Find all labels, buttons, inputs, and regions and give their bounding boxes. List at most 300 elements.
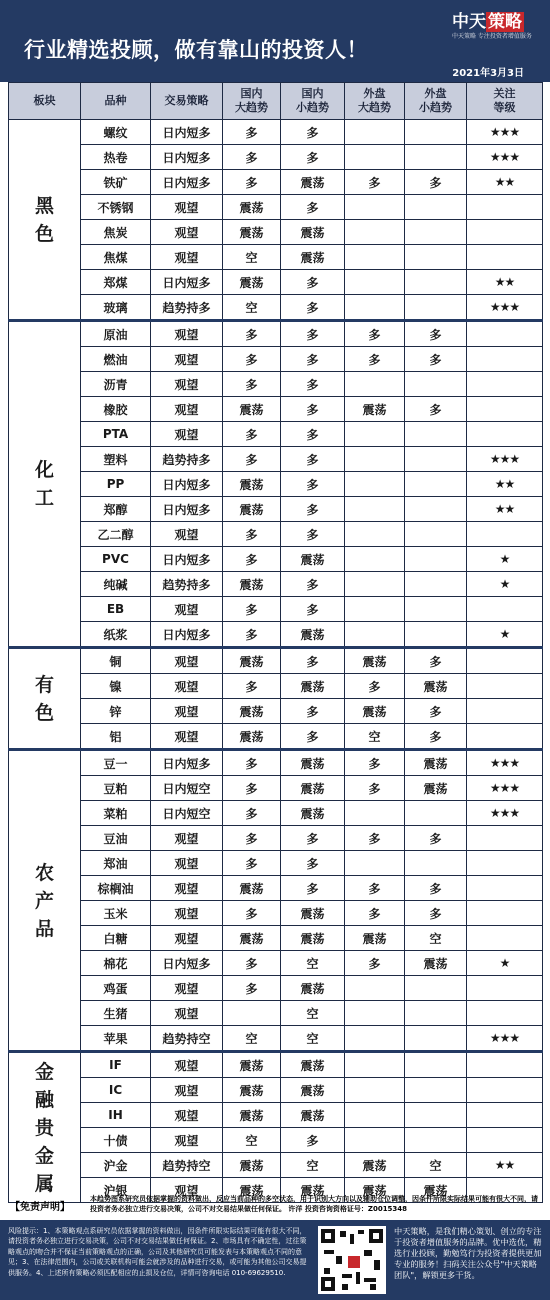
col-header-domestic-small: 国内 小趋势: [281, 83, 345, 120]
strategy-cell: 观望: [151, 724, 223, 750]
strategy-cell: 观望: [151, 901, 223, 926]
external-small-trend-cell: [405, 245, 467, 270]
external-small-trend-cell: [405, 1078, 467, 1103]
strategy-cell: 趋势持空: [151, 1153, 223, 1178]
external-big-trend-cell: 震荡: [345, 699, 405, 724]
variety-cell: 铝: [81, 724, 151, 750]
rating-cell: [467, 1128, 543, 1153]
external-big-trend-cell: [345, 1052, 405, 1078]
strategy-cell: 观望: [151, 347, 223, 372]
qr-module: [364, 1250, 372, 1256]
rating-cell: [467, 220, 543, 245]
external-small-trend-cell: 多: [405, 826, 467, 851]
table-row: [9, 851, 543, 876]
external-big-trend-cell: [345, 472, 405, 497]
external-big-trend-cell: [345, 1128, 405, 1153]
domestic-big-trend-cell: 震荡: [223, 724, 281, 750]
domestic-small-trend-cell: 震荡: [281, 547, 345, 572]
sector-char: 工: [34, 487, 54, 509]
rating-cell: [467, 901, 543, 926]
external-small-trend-cell: 多: [405, 724, 467, 750]
rating-cell: ★: [467, 622, 543, 648]
variety-cell: 纸浆: [81, 622, 151, 648]
strategy-cell: 观望: [151, 397, 223, 422]
variety-cell: 乙二醇: [81, 522, 151, 547]
table-row: [9, 522, 543, 547]
table-row: [9, 321, 543, 347]
sector-char: 农: [34, 861, 54, 884]
qr-module: [342, 1274, 352, 1278]
domestic-big-trend-cell: 空: [223, 1026, 281, 1052]
domestic-small-trend-cell: 多: [281, 195, 345, 220]
domestic-small-trend-cell: 多: [281, 572, 345, 597]
domestic-small-trend-cell: 震荡: [281, 1178, 345, 1203]
sector-char: 属: [34, 1172, 54, 1195]
domestic-small-trend-cell: 多: [281, 522, 345, 547]
external-small-trend-cell: 空: [405, 926, 467, 951]
domestic-small-trend-cell: 多: [281, 851, 345, 876]
strategy-cell: 观望: [151, 926, 223, 951]
variety-cell: IF: [81, 1052, 151, 1078]
domestic-small-trend-cell: 多: [281, 497, 345, 522]
domestic-big-trend-cell: [223, 1001, 281, 1026]
strategy-cell: 观望: [151, 648, 223, 674]
variety-cell: 沪金: [81, 1153, 151, 1178]
strategy-cell: 日内短多: [151, 472, 223, 497]
sector-char: 贵: [34, 1116, 54, 1139]
table-header-row: [9, 83, 543, 120]
table-row: [9, 826, 543, 851]
table-row: [9, 472, 543, 497]
col-header-domestic-big: 国内 大趋势: [223, 83, 281, 120]
table-row: [9, 876, 543, 901]
external-big-trend-cell: [345, 976, 405, 1001]
table-row: [9, 1153, 543, 1178]
external-small-trend-cell: [405, 497, 467, 522]
rating-cell: [467, 522, 543, 547]
table-row: [9, 220, 543, 245]
col-header-strategy: 交易策略: [151, 83, 223, 120]
rating-cell: ★★★: [467, 120, 543, 145]
domestic-small-trend-cell: 多: [281, 876, 345, 901]
domestic-big-trend-cell: 震荡: [223, 572, 281, 597]
table-row: [9, 951, 543, 976]
external-small-trend-cell: [405, 622, 467, 648]
domestic-big-trend-cell: 震荡: [223, 1178, 281, 1203]
qr-finder-pattern: [369, 1229, 383, 1243]
col-header-external-big: 外盘 大趋势: [345, 83, 405, 120]
qr-module: [364, 1278, 376, 1282]
domestic-small-trend-cell: 震荡: [281, 750, 345, 776]
table-row: [9, 926, 543, 951]
rating-cell: ★★: [467, 1153, 543, 1178]
external-small-trend-cell: [405, 976, 467, 1001]
variety-cell: 橡胶: [81, 397, 151, 422]
rating-cell: [467, 1052, 543, 1078]
sector-char: 化: [34, 459, 54, 481]
variety-cell: 原油: [81, 321, 151, 347]
external-big-trend-cell: [345, 1001, 405, 1026]
variety-cell: 玉米: [81, 901, 151, 926]
external-big-trend-cell: [345, 572, 405, 597]
disclaimer-label: 【免责声明】: [10, 1202, 70, 1213]
strategy-cell: 观望: [151, 372, 223, 397]
domestic-big-trend-cell: 多: [223, 801, 281, 826]
rating-cell: [467, 648, 543, 674]
domestic-small-trend-cell: 震荡: [281, 976, 345, 1001]
variety-cell: 不锈钢: [81, 195, 151, 220]
table-row: [9, 1001, 543, 1026]
variety-cell: IH: [81, 1103, 151, 1128]
strategy-cell: 观望: [151, 699, 223, 724]
domestic-small-trend-cell: 震荡: [281, 776, 345, 801]
variety-cell: 焦炭: [81, 220, 151, 245]
sector-char: 金: [34, 1144, 54, 1167]
domestic-big-trend-cell: 多: [223, 851, 281, 876]
risk-warning-text: 风险提示：1、本策略观点系研究员依据掌握的资料做出，因条件所限实际结果可能有很大不同，请投资者务必独立进行交易决策，公司不对交易结果做任何保证。2、市场具有不确定性，过往策略观点的吻合并不保证当前策略观点的正确，公司及其他研究员可能发表与本策略观点不同的意见；3、在法律范围内，公司或关联机构可能会就涉及的品种进行交易，或可能为其他公司交易提供服务。4、上述所有策略必须匹配相应的止损及仓位，详情可咨询电话: [8, 1227, 307, 1277]
sector-char: 色: [34, 222, 54, 245]
qr-module: [324, 1250, 334, 1254]
variety-cell: 豆一: [81, 750, 151, 776]
strategy-table: [8, 82, 543, 1203]
col-header-external-small: 外盘 小趋势: [405, 83, 467, 120]
variety-cell: 豆粕: [81, 776, 151, 801]
rating-cell: ★★★: [467, 447, 543, 472]
domestic-big-trend-cell: 多: [223, 674, 281, 699]
rating-cell: [467, 245, 543, 270]
external-big-trend-cell: [345, 851, 405, 876]
domestic-small-trend-cell: 空: [281, 951, 345, 976]
table-row: [9, 674, 543, 699]
external-big-trend-cell: [345, 145, 405, 170]
domestic-small-trend-cell: 多: [281, 270, 345, 295]
strategy-cell: 观望: [151, 851, 223, 876]
variety-cell: 菜粕: [81, 801, 151, 826]
external-small-trend-cell: [405, 1001, 467, 1026]
sector-char: 产: [34, 889, 54, 912]
variety-cell: 焦煤: [81, 245, 151, 270]
external-big-trend-cell: [345, 422, 405, 447]
external-small-trend-cell: 多: [405, 699, 467, 724]
strategy-cell: 日内短多: [151, 750, 223, 776]
table-row: [9, 1128, 543, 1153]
variety-cell: 鸡蛋: [81, 976, 151, 1001]
variety-cell: 生猪: [81, 1001, 151, 1026]
domestic-small-trend-cell: 震荡: [281, 1052, 345, 1078]
strategy-cell: 日内短多: [151, 270, 223, 295]
brand-promo: 中天策略，是我们精心策划、创立的专注于投资者增值服务的品牌。优中选优，精选行业投顾，勤勉笃行为投资者提供更加专业的服务！扫码关注公众号"中天策略团队"，解锁更多干货。: [394, 1226, 542, 1280]
rating-cell: ★★★: [467, 295, 543, 321]
variety-cell: 十债: [81, 1128, 151, 1153]
domestic-small-trend-cell: 震荡: [281, 1078, 345, 1103]
rating-cell: [467, 876, 543, 901]
table-row: [9, 622, 543, 648]
variety-cell: 铜: [81, 648, 151, 674]
table-row: [9, 422, 543, 447]
domestic-big-trend-cell: 震荡: [223, 648, 281, 674]
variety-cell: 玻璃: [81, 295, 151, 321]
strategy-cell: 观望: [151, 522, 223, 547]
external-big-trend-cell: 多: [345, 826, 405, 851]
rating-cell: [467, 195, 543, 220]
external-small-trend-cell: [405, 447, 467, 472]
brand-logo: 中天 策略: [452, 12, 522, 32]
variety-cell: PP: [81, 472, 151, 497]
strategy-cell: 日内短空: [151, 776, 223, 801]
domestic-big-trend-cell: 多: [223, 901, 281, 926]
domestic-big-trend-cell: 震荡: [223, 1078, 281, 1103]
qr-center-logo: [346, 1254, 362, 1270]
qr-code[interactable]: [318, 1226, 386, 1294]
sector-char: 品: [34, 917, 54, 940]
domestic-small-trend-cell: 震荡: [281, 622, 345, 648]
variety-cell: 郑油: [81, 851, 151, 876]
external-small-trend-cell: [405, 1103, 467, 1128]
rating-cell: [467, 1001, 543, 1026]
domestic-big-trend-cell: 多: [223, 597, 281, 622]
domestic-big-trend-cell: 多: [223, 622, 281, 648]
disclaimer: [8, 1193, 542, 1218]
rating-cell: ★★★: [467, 801, 543, 826]
external-big-trend-cell: [345, 1103, 405, 1128]
external-small-trend-cell: 多: [405, 347, 467, 372]
external-small-trend-cell: [405, 145, 467, 170]
domestic-small-trend-cell: 震荡: [281, 926, 345, 951]
strategy-cell: 日内短多: [151, 547, 223, 572]
domestic-small-trend-cell: 多: [281, 648, 345, 674]
rating-cell: [467, 422, 543, 447]
table-row: [9, 547, 543, 572]
external-big-trend-cell: 多: [345, 321, 405, 347]
table-row: [9, 1103, 543, 1128]
external-small-trend-cell: 震荡: [405, 776, 467, 801]
external-small-trend-cell: 多: [405, 876, 467, 901]
disclaimer-text: 本趋势图系研究员依据掌握的资料做出，反应当前品种的多空状态，用于识别大方向以及辅助仓位调整，因条件所限实际结果可能有很大不同，请投资者务必独立进行交易决策，公司不对交易结果做任何保证。 许洋 投资咨询资格证号：Z0015348: [90, 1195, 538, 1213]
strategy-cell: 观望: [151, 422, 223, 447]
table-row: [9, 1026, 543, 1052]
sector-char: 金: [34, 1060, 54, 1083]
col-header-rating: 关注 等级: [467, 83, 543, 120]
external-big-trend-cell: [345, 1078, 405, 1103]
external-big-trend-cell: 震荡: [345, 397, 405, 422]
external-big-trend-cell: 震荡: [345, 1178, 405, 1203]
domestic-small-trend-cell: 震荡: [281, 901, 345, 926]
footer-banner: [0, 1220, 550, 1300]
strategy-cell: 观望: [151, 321, 223, 347]
strategy-cell: 观望: [151, 220, 223, 245]
table-row: [9, 347, 543, 372]
external-big-trend-cell: [345, 522, 405, 547]
variety-cell: 螺纹: [81, 120, 151, 145]
table-row: [9, 801, 543, 826]
variety-cell: 棉花: [81, 951, 151, 976]
table-row: [9, 699, 543, 724]
domestic-small-trend-cell: 多: [281, 397, 345, 422]
external-small-trend-cell: [405, 295, 467, 321]
domestic-big-trend-cell: 多: [223, 372, 281, 397]
external-big-trend-cell: [345, 801, 405, 826]
domestic-big-trend-cell: 震荡: [223, 1052, 281, 1078]
rating-cell: ★★★: [467, 776, 543, 801]
qr-module: [342, 1284, 348, 1290]
table-row: [9, 397, 543, 422]
external-big-trend-cell: 震荡: [345, 926, 405, 951]
strategy-cell: 观望: [151, 826, 223, 851]
variety-cell: IC: [81, 1078, 151, 1103]
external-small-trend-cell: [405, 120, 467, 145]
external-small-trend-cell: [405, 801, 467, 826]
variety-cell: PVC: [81, 547, 151, 572]
domestic-big-trend-cell: 多: [223, 321, 281, 347]
table-row: [9, 724, 543, 750]
external-big-trend-cell: [345, 372, 405, 397]
domestic-small-trend-cell: 多: [281, 347, 345, 372]
rating-cell: ★★★: [467, 750, 543, 776]
rating-cell: [467, 674, 543, 699]
domestic-big-trend-cell: 多: [223, 120, 281, 145]
table-row: [9, 1052, 543, 1078]
external-small-trend-cell: 多: [405, 648, 467, 674]
domestic-small-trend-cell: 震荡: [281, 1103, 345, 1128]
external-big-trend-cell: 多: [345, 951, 405, 976]
domestic-big-trend-cell: 震荡: [223, 195, 281, 220]
domestic-small-trend-cell: 多: [281, 422, 345, 447]
external-small-trend-cell: 多: [405, 901, 467, 926]
variety-cell: 苹果: [81, 1026, 151, 1052]
external-small-trend-cell: [405, 1026, 467, 1052]
sector-cell: [9, 648, 81, 750]
rating-cell: ★: [467, 572, 543, 597]
external-big-trend-cell: [345, 1026, 405, 1052]
domestic-big-trend-cell: 多: [223, 776, 281, 801]
table-row: [9, 776, 543, 801]
domestic-big-trend-cell: 多: [223, 750, 281, 776]
domestic-small-trend-cell: 震荡: [281, 245, 345, 270]
qr-module: [358, 1230, 364, 1234]
domestic-big-trend-cell: 震荡: [223, 1103, 281, 1128]
domestic-big-trend-cell: 多: [223, 547, 281, 572]
external-small-trend-cell: 多: [405, 321, 467, 347]
domestic-big-trend-cell: 多: [223, 447, 281, 472]
table-row: [9, 170, 543, 195]
external-small-trend-cell: [405, 195, 467, 220]
domestic-small-trend-cell: 震荡: [281, 801, 345, 826]
domestic-small-trend-cell: 震荡: [281, 220, 345, 245]
external-big-trend-cell: 震荡: [345, 648, 405, 674]
table-row: [9, 597, 543, 622]
variety-cell: PTA: [81, 422, 151, 447]
table-row: [9, 245, 543, 270]
domestic-big-trend-cell: 震荡: [223, 397, 281, 422]
strategy-cell: 日内短多: [151, 120, 223, 145]
external-big-trend-cell: [345, 270, 405, 295]
external-small-trend-cell: [405, 572, 467, 597]
rating-cell: ★★: [467, 270, 543, 295]
strategy-cell: 观望: [151, 597, 223, 622]
col-header-sector: 板块: [9, 83, 81, 120]
report-date: 2021年3月3日: [452, 68, 524, 79]
strategy-cell: 趋势持多: [151, 447, 223, 472]
rating-cell: ★★: [467, 472, 543, 497]
strategy-cell: 趋势持多: [151, 295, 223, 321]
qr-module: [340, 1231, 346, 1237]
variety-cell: 棕榈油: [81, 876, 151, 901]
domestic-small-trend-cell: 震荡: [281, 170, 345, 195]
table-row: [9, 1078, 543, 1103]
rating-cell: [467, 826, 543, 851]
domestic-big-trend-cell: 多: [223, 422, 281, 447]
domestic-small-trend-cell: 多: [281, 372, 345, 397]
external-big-trend-cell: [345, 597, 405, 622]
external-small-trend-cell: 空: [405, 1153, 467, 1178]
external-small-trend-cell: [405, 1128, 467, 1153]
domestic-big-trend-cell: 多: [223, 951, 281, 976]
strategy-cell: 观望: [151, 876, 223, 901]
qr-module: [336, 1256, 342, 1264]
external-big-trend-cell: 多: [345, 901, 405, 926]
variety-cell: 锌: [81, 699, 151, 724]
variety-cell: 沥青: [81, 372, 151, 397]
domestic-big-trend-cell: 多: [223, 170, 281, 195]
variety-cell: 郑醇: [81, 497, 151, 522]
rating-cell: [467, 397, 543, 422]
variety-cell: 热卷: [81, 145, 151, 170]
strategy-cell: 日内短多: [151, 170, 223, 195]
external-big-trend-cell: 多: [345, 674, 405, 699]
qr-module: [370, 1284, 376, 1290]
domestic-big-trend-cell: 震荡: [223, 497, 281, 522]
external-small-trend-cell: [405, 220, 467, 245]
external-small-trend-cell: [405, 597, 467, 622]
domestic-small-trend-cell: 多: [281, 1128, 345, 1153]
contact-phone: 010-69629510.: [231, 1268, 286, 1277]
qr-finder-pattern: [321, 1229, 335, 1243]
table-row: [9, 270, 543, 295]
variety-cell: 塑料: [81, 447, 151, 472]
variety-cell: 郑煤: [81, 270, 151, 295]
external-big-trend-cell: [345, 245, 405, 270]
strategy-cell: 日内短空: [151, 801, 223, 826]
strategy-cell: 观望: [151, 674, 223, 699]
strategy-cell: 观望: [151, 1078, 223, 1103]
col-header-variety: 品种: [81, 83, 151, 120]
sector-cell: [9, 120, 81, 321]
domestic-small-trend-cell: 多: [281, 295, 345, 321]
domestic-small-trend-cell: 多: [281, 472, 345, 497]
domestic-small-trend-cell: 多: [281, 321, 345, 347]
table-row: [9, 120, 543, 145]
domestic-small-trend-cell: 空: [281, 1026, 345, 1052]
strategy-cell: 观望: [151, 1052, 223, 1078]
external-big-trend-cell: 震荡: [345, 1153, 405, 1178]
variety-cell: 镍: [81, 674, 151, 699]
strategy-cell: 观望: [151, 1178, 223, 1203]
external-small-trend-cell: 震荡: [405, 750, 467, 776]
external-big-trend-cell: [345, 120, 405, 145]
rating-cell: [467, 597, 543, 622]
domestic-small-trend-cell: 多: [281, 826, 345, 851]
rating-cell: ★★: [467, 170, 543, 195]
domestic-big-trend-cell: 多: [223, 826, 281, 851]
external-small-trend-cell: 多: [405, 170, 467, 195]
risk-warning: [8, 1226, 308, 1278]
rating-cell: [467, 699, 543, 724]
table-row: [9, 497, 543, 522]
table-row: [9, 901, 543, 926]
domestic-big-trend-cell: 震荡: [223, 220, 281, 245]
variety-cell: 豆油: [81, 826, 151, 851]
strategy-cell: 趋势持多: [151, 572, 223, 597]
